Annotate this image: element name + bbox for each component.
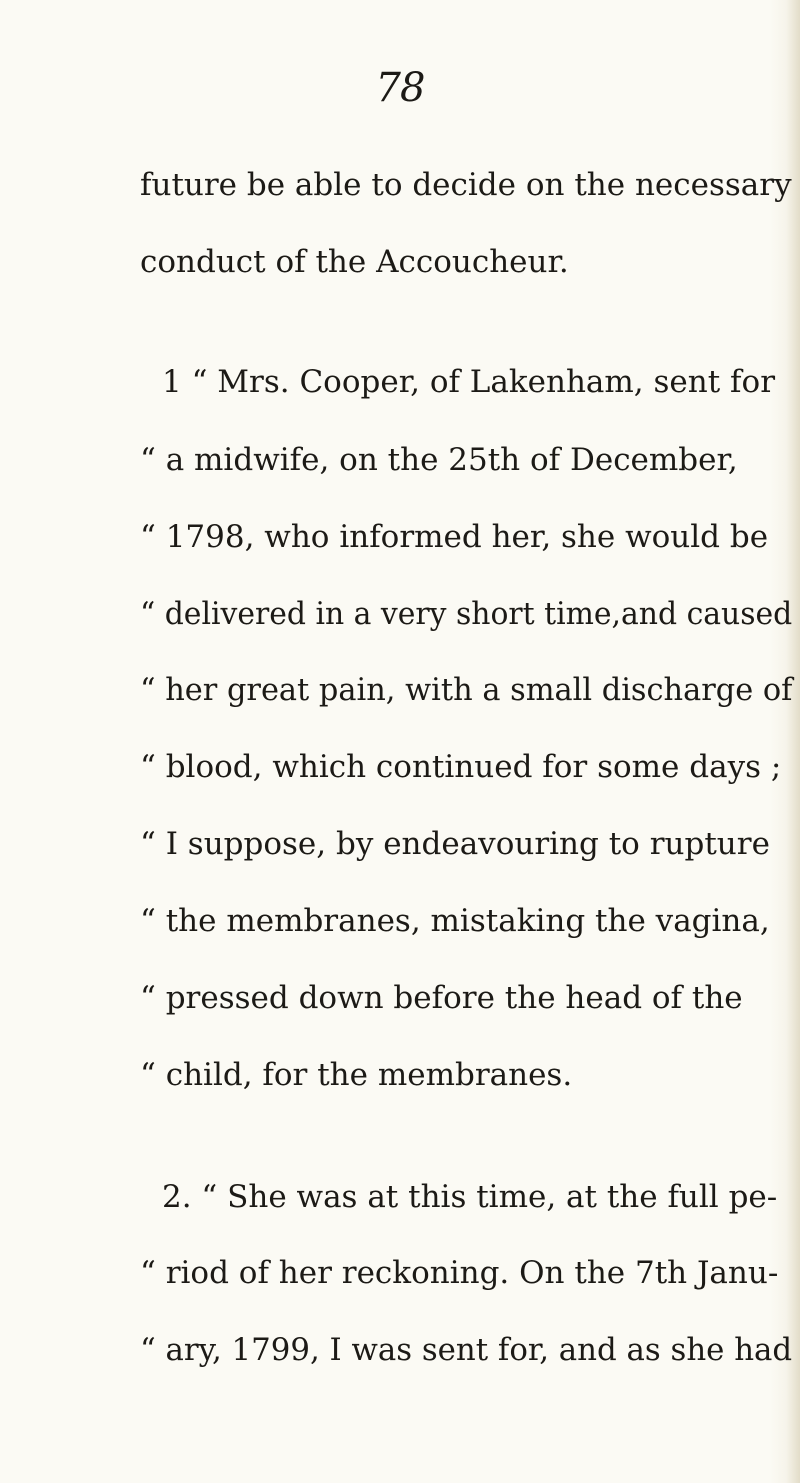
text-line: “ the membranes, mistaking the vagina, [140,903,770,939]
text-line: 1 “ Mrs. Cooper, of Lakenham, sent for [162,364,776,400]
text-line: “ I suppose, by endeavouring to rupture [140,826,770,862]
text-line: “ blood, which continued for some days ; [140,749,782,785]
text-line: “ pressed down before the head of the [140,980,743,1016]
text-line: conduct of the Accoucheur. [140,244,569,280]
text-line: 2. “ She was at this time, at the full pe- [162,1179,778,1215]
text-line: future be able to decide on the necessary [140,167,792,203]
text-line: “ 1798, who informed her, she would be [140,519,769,555]
text-line: “ delivered in a very short time,and caused [140,596,793,632]
text-line: “ a midwife, on the 25th of December, [140,442,738,478]
page-number: 78 [375,65,425,111]
text-line: “ riod of her reckoning. On the 7th Janu- [140,1255,779,1291]
text-line: “ child, for the membranes. [140,1057,573,1093]
text-line: “ ary, 1799, I was sent for, and as she had [140,1332,793,1368]
text-line: “ her great pain, with a small discharge of [140,672,793,708]
